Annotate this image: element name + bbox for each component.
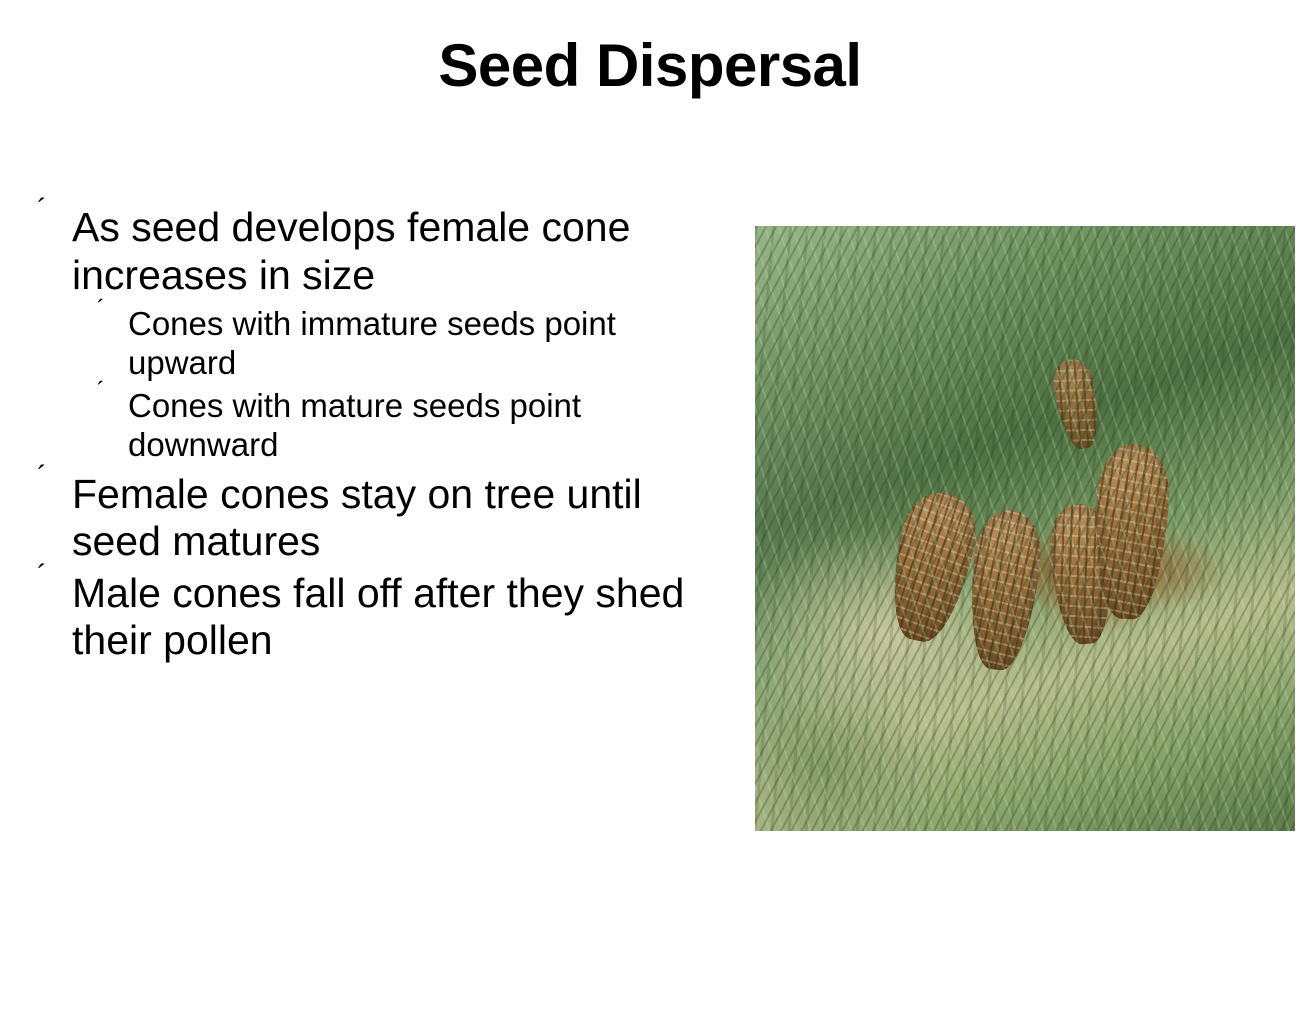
bullet-marker-icon: ´ [36, 192, 46, 225]
list-item [72, 296, 722, 383]
bullet-marker-icon: ´ [96, 377, 104, 404]
bullet-list-container [22, 192, 722, 669]
list-item [22, 557, 722, 665]
bullet-text: As seed develops female cone increases in size [72, 204, 631, 298]
bullet-text: Female cones stay on tree until seed matures [72, 470, 642, 565]
slide [0, 34, 1300, 1009]
bullet-marker-icon: ´ [36, 458, 46, 492]
list-item [22, 458, 722, 566]
bullet-list-level1 [22, 192, 722, 665]
spruce-branch-with-cones-photo [755, 226, 1295, 831]
photo-needles-layer [755, 226, 1295, 831]
bullet-marker-icon: ´ [96, 296, 104, 323]
list-item [72, 377, 722, 465]
bullet-list-level2 [72, 296, 722, 465]
list-item [22, 192, 722, 465]
bullet-text: Male cones fall off after they shed their pollen [72, 569, 685, 664]
bullet-text: Cones with mature seeds point downward [128, 386, 582, 463]
bullet-marker-icon: ´ [36, 557, 46, 591]
photo-background [755, 226, 1295, 831]
slide-content [0, 192, 1300, 994]
page-title: Seed Dispersal [438, 32, 862, 99]
bullet-text: Cones with immature seeds point upward [128, 305, 616, 382]
